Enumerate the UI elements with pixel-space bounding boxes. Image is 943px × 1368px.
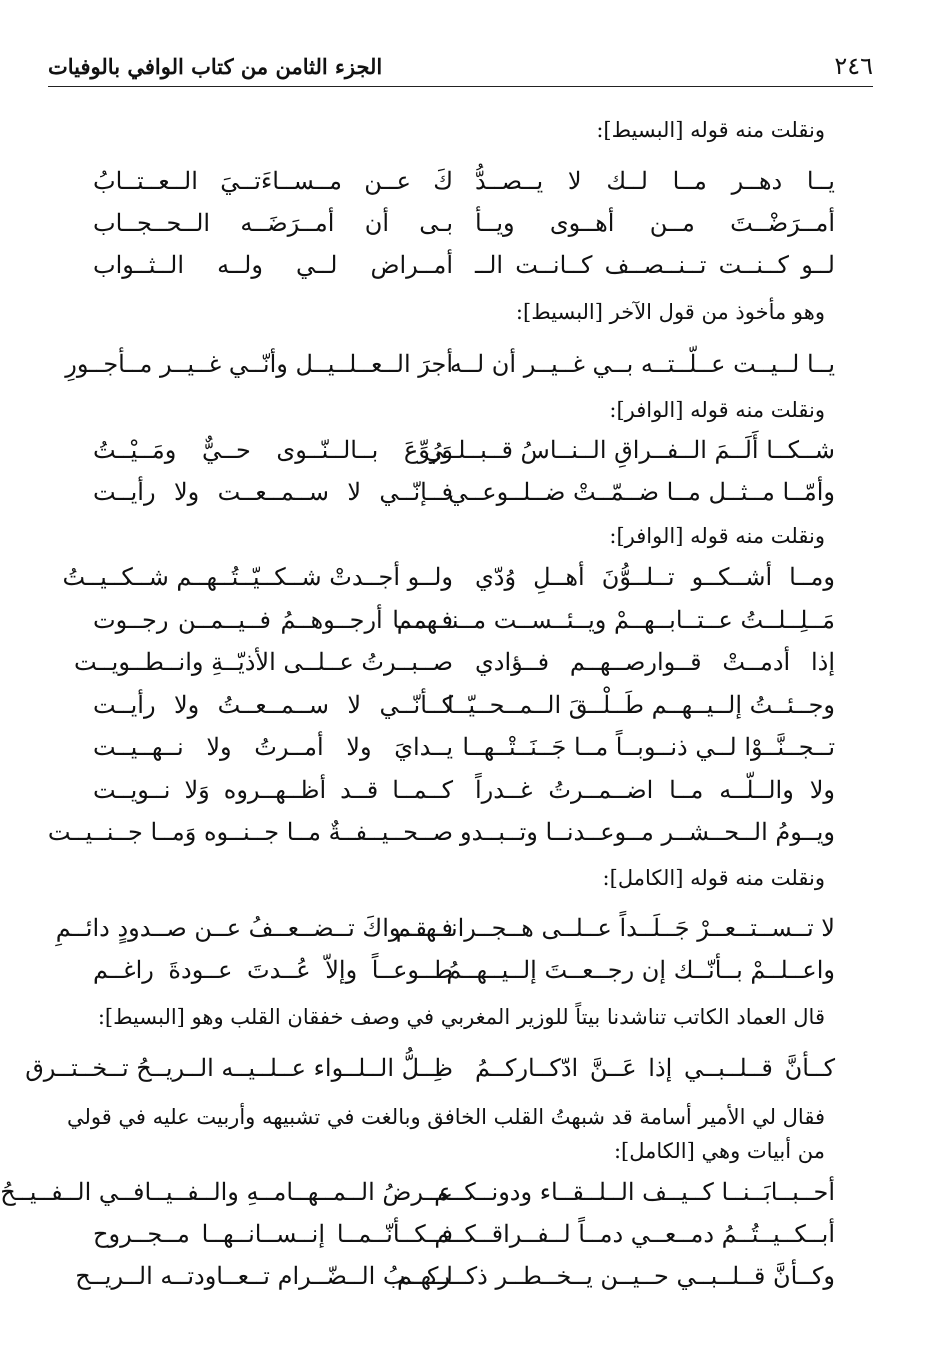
intro-line: ونقلت منه قوله [البسيط]: [596, 118, 825, 142]
intro-line: وهو مأخوذ من قول الآخر [البسيط]: [515, 300, 825, 324]
verse-hemistich-left: وَرُوِّعَ بــالــنّــوى حــيٌّ ومَــيْــتُ [93, 436, 453, 464]
verse-hemistich-right: وكــأنَّ قــلــبــي حــيــن يــخــطــر ذكــركــم [396, 1262, 835, 1290]
running-title: الجزء الثامن من كتاب الوافي بالوفيات [48, 54, 383, 79]
verse-hemistich-left: فــمــا أرجــوهــمُ فــيــمــن رجــوت [93, 606, 453, 634]
verse-hemistich-left: ظِــلُّ الــلــواء عــلــيــه الــريــحُ تــخــتــرق [25, 1054, 453, 1082]
verse-hemistich-left: صــحــيــفــةٌ مــا جــنــوه وَمــا جــنــيــت [47, 818, 453, 846]
verse-hemistich-left: يــدايَ ولا أمــرتُ ولا نــهــيــت [93, 733, 453, 761]
verse-hemistich-right: أحــبــابَــنــا كــيــف الــلــقــاء ودونــكــم [434, 1178, 835, 1206]
verse-hemistich-left: فــقــواكَ تــضــعــفُ عــن صــدودٍ دائــمِ [55, 914, 453, 942]
page-number: ٢٤٦ [834, 52, 873, 80]
verse-hemistich-left: صــبــرتُ عــلــى الأذيّــةِ وانــطــويــت [74, 648, 453, 676]
intro-line: ونقلت منه قوله [الكامل]: [602, 866, 825, 890]
intro-line: ونقلت منه قوله [الوافر]: [609, 524, 825, 548]
verse-hemistich-left: كــأنّــي لا ســمــعــتُ ولا رأيــت [93, 691, 453, 719]
verse-hemistich-right: لا تــســتــعــرْ جَــلَــداً عــلــى هــجــرانــهــم [395, 914, 835, 942]
verse-hemistich-right: يــا دهــر مــا لــك لا يــصــدُّ [475, 167, 835, 195]
verse-hemistich-right: مَــلِــلــتُ عــتــابــهــمْ ويــئــســت مــنــهــم [396, 606, 835, 634]
verse-hemistich-right: شــكــا أَلَــمَ الــفــراقِ الــنــاسُ قــبــلــي [424, 436, 835, 464]
intro-line: ونقلت منه قوله [الوافر]: [609, 398, 825, 422]
verse-hemistich-left: عــرضُ الــمــهــامــهِ والــفــيــافــي الــفــيــحُ [0, 1178, 453, 1206]
verse-hemistich-right: أمــرَضْــتَ مــن أهــوى ويــأ [475, 209, 835, 237]
verse-hemistich-right: لــو كــنــت تــنــصــف كــانــت الــ [475, 251, 835, 279]
verse-hemistich-left: لــهــبُ الــضّــرام تــعــاودتــه الــريــح [75, 1262, 453, 1290]
verse-hemistich-right: وأمّــا مــثــل مــا ضــمّــتْ ضــلــوعــي [448, 478, 835, 506]
verse-hemistich-left: بـى أن أمــرَضَــه الــحــجــاب [93, 209, 453, 237]
verse-hemistich-left: طــوعــاً وإلاّ عُــدتَ عــودةَ راغــم [93, 956, 453, 984]
verse-hemistich-left: أجرَ الــعــلــيــل وأنّــي غــيــر مــأجــورِ [65, 350, 453, 378]
verse-hemistich-right: واعــلــمْ بــأنّــك إن رجــعــتَ إلــيــهــمُ [446, 956, 835, 984]
verse-hemistich-right: تــجــنَّــوْا لــي ذنــوبــاً مــا جَــنَــتْــهــا [462, 733, 835, 761]
page-header [48, 52, 873, 87]
verse-hemistich-left: كــمــا قــد أظــهــروه وَلا نــويــت [93, 776, 453, 804]
verse-hemistich-right: ولا والــلّــه مــا اضــمــرتُ غــدراً [475, 776, 835, 804]
verse-hemistich-right: كــأنَّ قــلــبــي إذا عَــنَّ ادّكــاركــمُ [475, 1054, 835, 1082]
verse-hemistich-left: ولــو أجــدتْ شــكــيّــتُــهــم شــكــيــتُ [62, 563, 453, 591]
intro-paragraph: فقال لي الأمير أسامة قد شبهتُ القلب الخافق وبالغت في تشبيهه وأربيت عليه في قولي من أبيات وهي [الكامل]: [66, 1105, 825, 1163]
verse-hemistich-right: أبــكــيــتُــمُ دمــعــي دمــاً لــفــراقــكــم [434, 1220, 835, 1248]
verse-hemistich-right: ويــومُ الــحــشــر مــوعــدنــا وتــبــدو [460, 818, 835, 846]
intro-line: قال العماد الكاتب تناشدنا بيتاً للوزير المغربي في وصف خفقان القلب وهو [البسيط]: [97, 1005, 825, 1029]
verse-hemistich-right: يــا لــيــت عــلّــتــه بــي غــيــر أن لــه [449, 350, 835, 378]
verse-hemistich-left: كَ عــن مــســاءَتــيَ الــعــتــابُ [93, 167, 453, 195]
verse-hemistich-left: أمــراض لــي ولــه الــثــواب [93, 251, 453, 279]
verse-hemistich-right: إذا أدمــتْ قــوارصــهــم فــؤادي [475, 648, 835, 676]
verse-hemistich-right: وجــئــتُ إلــيــهــم طَــلْــقَ الــمــحــيّــا [446, 691, 835, 719]
verse-hemistich-left: فــإنّــي لا ســمــعــت ولا رأيــت [93, 478, 453, 506]
verse-hemistich-right: ومــا أشــكــو تــلــوُّنَ أهــلِ وُدّي [475, 563, 835, 591]
verse-hemistich-left: فــكــأنّــمــا إنــســانــهــا مــجــروح [93, 1220, 453, 1248]
